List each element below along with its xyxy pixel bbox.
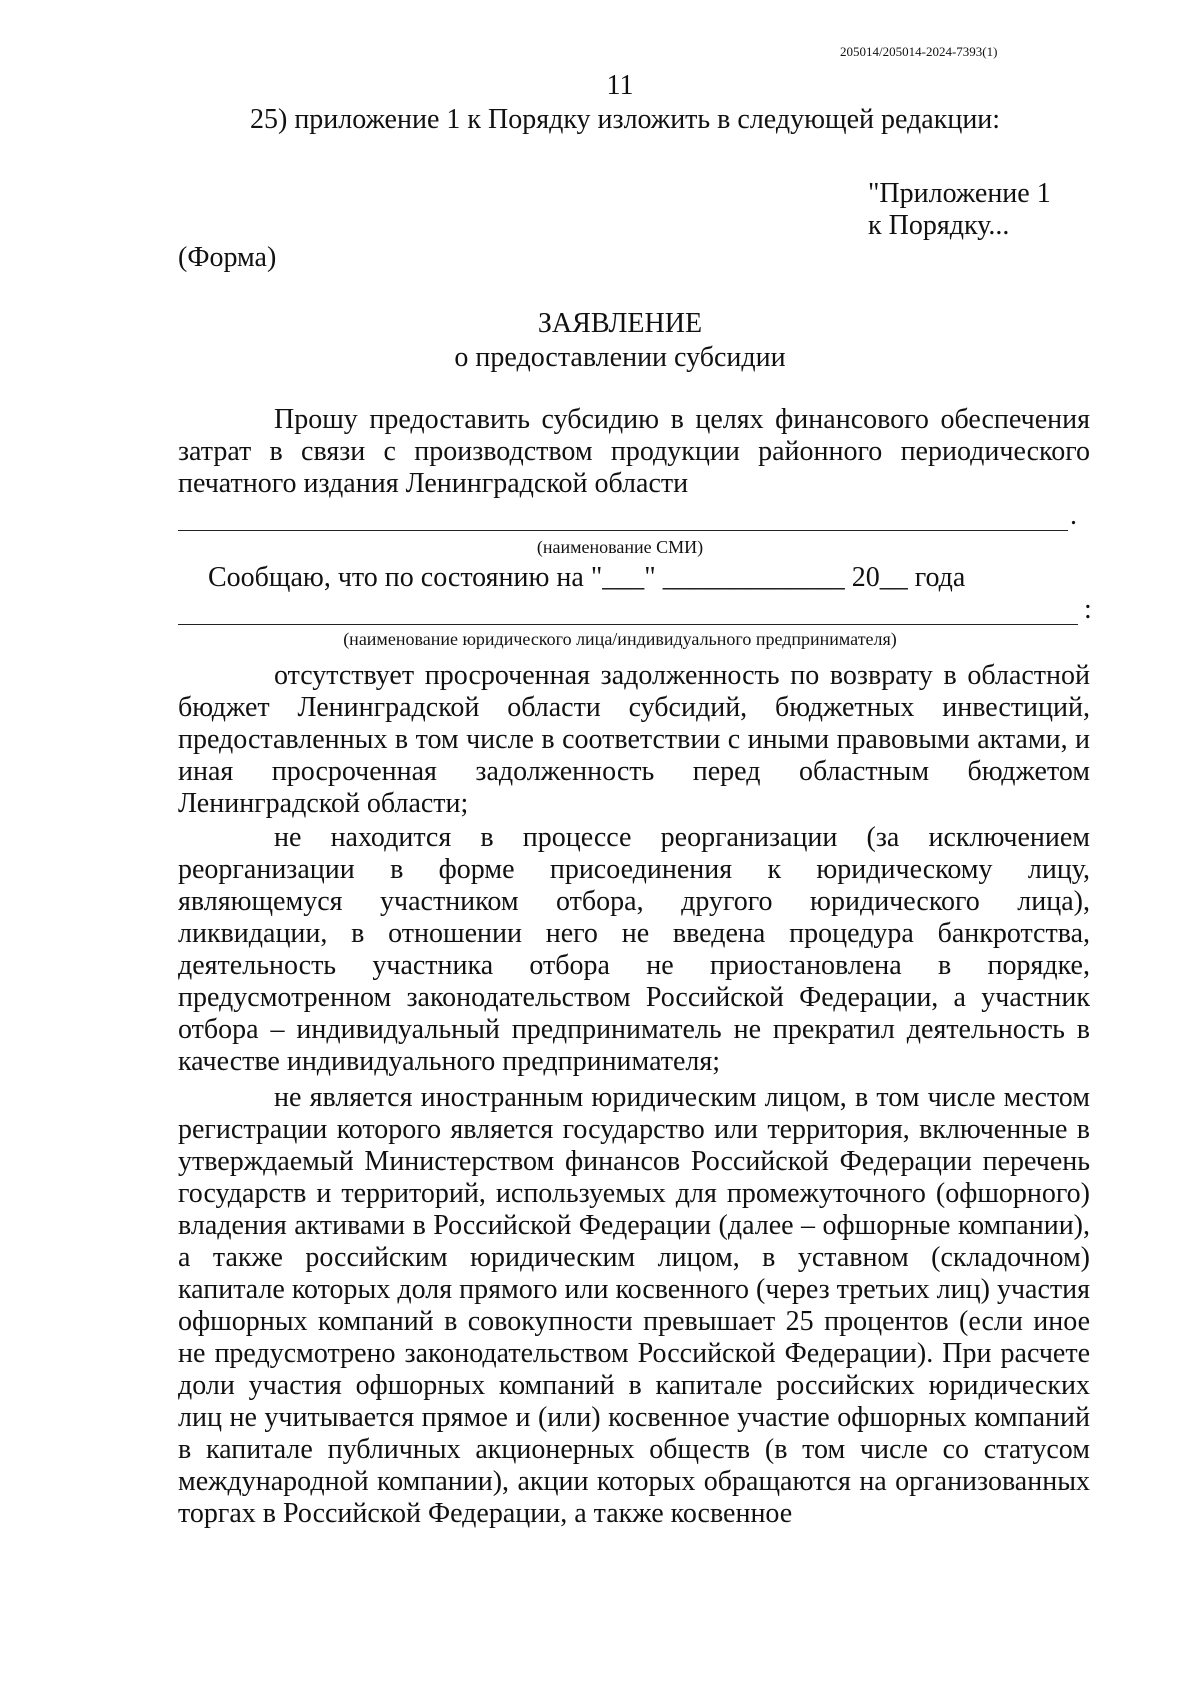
request-paragraph: Прошу предоставить субсидию в целях финансового обеспечения затрат в связи с производством продукции районного периодического печатного издания Ленинградской области	[178, 404, 1090, 499]
form-label: (Форма)	[178, 242, 277, 273]
condition-paragraph-1: отсутствует просроченная задолженность по возврату в областной бюджет Ленинградской области субсидий, бюджетных инвестиций, предоставленных в том числе в соответствии с иными правовыми актами, и иная просроченная задолженность перед областным бюджетом Ленинградской области;	[178, 660, 1090, 819]
condition-paragraph-2: не находится в процессе реорганизации (за исключением реорганизации в форме присоединения к юридическому лицу, являющемуся участником отбора, другого юридического лица), ликвидации, в отношении него не введена процедура банкротства, деятельность участника отбора не приостановлена в порядке, предусмотренном законодательством Российской Федерации, а участник отбора – индивидуальный предприниматель не прекратил деятельность в качестве индивидуального предпринимателя;	[178, 822, 1090, 1077]
entity-name-line	[178, 624, 1078, 625]
document-title: ЗАЯВЛЕНИЕ	[537, 308, 703, 339]
status-date-line: Сообщаю, что по состоянию на "___" _____________ 20__ года	[208, 562, 966, 593]
media-name-caption: (наименование СМИ)	[536, 537, 704, 557]
document-id: 205014/205014-2024-7393(1)	[840, 44, 998, 59]
page-number: 11	[606, 70, 634, 101]
entity-name-caption: (наименование юридического лица/индивидуального предпринимателя)	[343, 629, 897, 649]
document-subtitle: о предоставлении субсидии	[454, 342, 786, 373]
media-name-line	[178, 530, 1068, 531]
appendix-ref-line2: к Порядку...	[868, 210, 1010, 241]
amendment-intro: 25) приложение 1 к Порядку изложить в следующей редакции:	[250, 104, 1001, 135]
media-line-end: .	[1070, 500, 1077, 531]
entity-line-end: :	[1084, 594, 1092, 625]
condition-paragraph-3: не является иностранным юридическим лицом, в том числе местом регистрации которого является государство или территория, включенные в утверждаемый Министерством финансов Российской Федерации перечень государств и территорий, используемых для промежуточного (офшорного) владения активами в Российской Федерации (далее – офшорные компании), а также российским юридическим лицом, в уставном (складочном) капитале которых доля прямого или косвенного (через третьих лиц) участия офшорных компаний в совокупности превышает 25 процентов (если иное не предусмотрено законодательством Российской Федерации). При расчете доли участия офшорных компаний в капитале российских юридических лиц не учитывается прямое и (или) косвенное участие офшорных компаний в капитале публичных акционерных обществ (в том числе со статусом международной компании), акции которых обращаются на организованных торгах в Российской Федерации, а также косвенное	[178, 1082, 1090, 1529]
appendix-ref-line1: "Приложение 1	[868, 178, 1051, 209]
